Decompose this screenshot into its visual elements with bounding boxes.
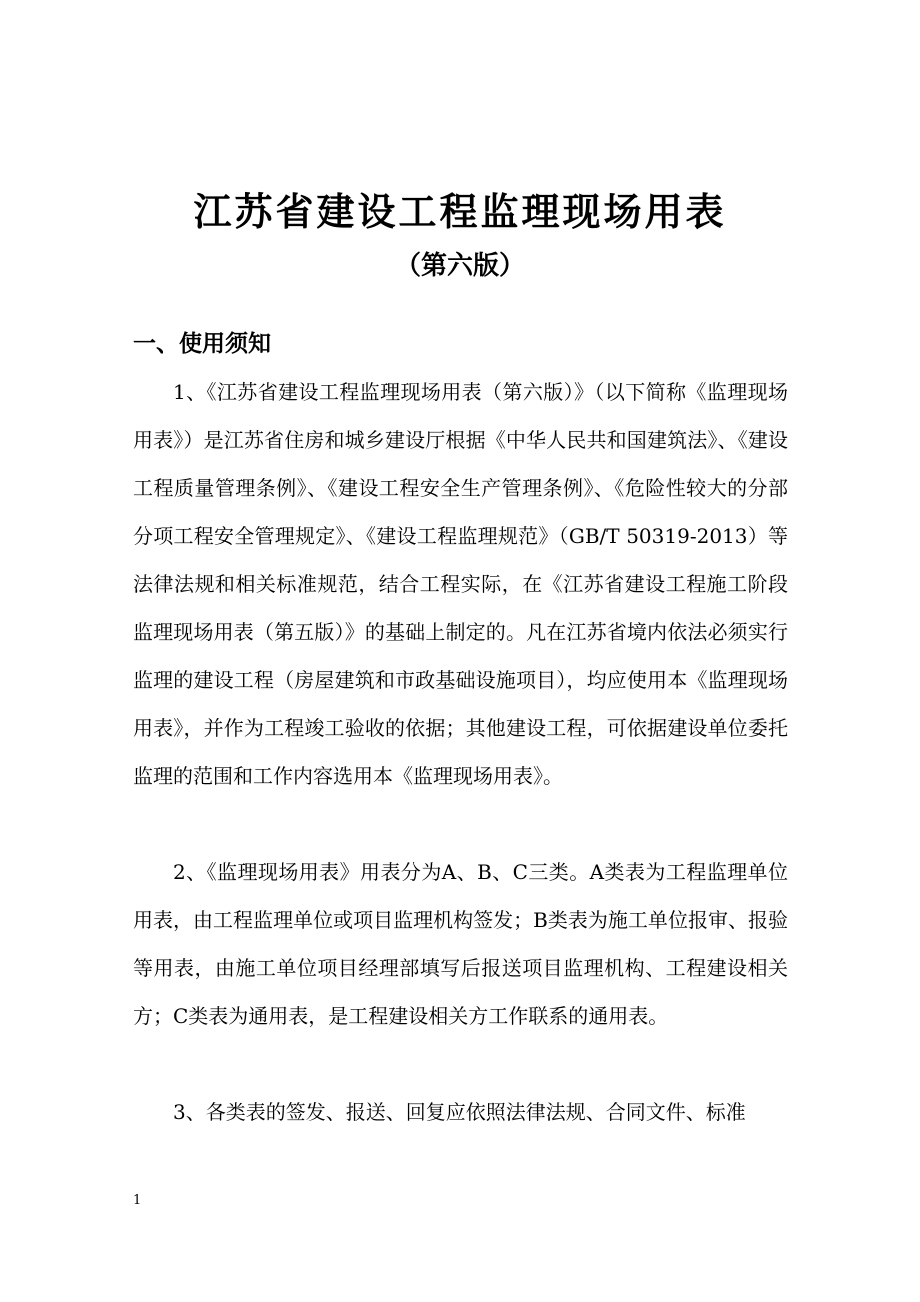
paragraph-3: 3、各类表的签发、报送、回复应依照法律法规、合同文件、标准 (173, 1100, 746, 1124)
paragraph-1: 1、《江苏省建设工程监理现场用表（第六版）》（以下简称《监理现场用表》）是江苏省住房和城乡建设厅根据《中华人民共和国建筑法》、《建设工程质量管理条例》、《建设工程安全生产管理条例》、《危险性较大的分部分项工程安全管理规定》、《建设工程监理规范》（GB/T 50319-2013）等法律法规和相关标准规范，结合工程实际，在《江苏省建设工程施工阶段监理现场用表（第五版）》的基础上制定的。凡在江苏省境内依法必须实行监理的建设工程（房屋建筑和市政基础设施项目），均应使用本《监理现场用表》，并作为工程竣工验收的依据；其他建设工程，可依据建设单位委托监理的范围和工作内容选用本《监理现场用表》。 (133, 380, 788, 788)
paragraph-2: 2、《监理现场用表》用表分为A、B、C三类。A类表为工程监理单位用表，由工程监理单位或项目监理机构签发；B类表为施工单位报审、报验等用表，由施工单位项目经理部填写后报送项目监理机构、工程建设相关方；C类表为通用表，是工程建设相关方工作联系的通用表。 (133, 860, 788, 1028)
page-number: 1 (133, 1193, 142, 1208)
document-subtitle: （第六版） (394, 251, 525, 281)
section-heading: 一、使用须知 (133, 331, 271, 357)
document-title: 江苏省建设工程监理现场用表 (193, 190, 727, 234)
